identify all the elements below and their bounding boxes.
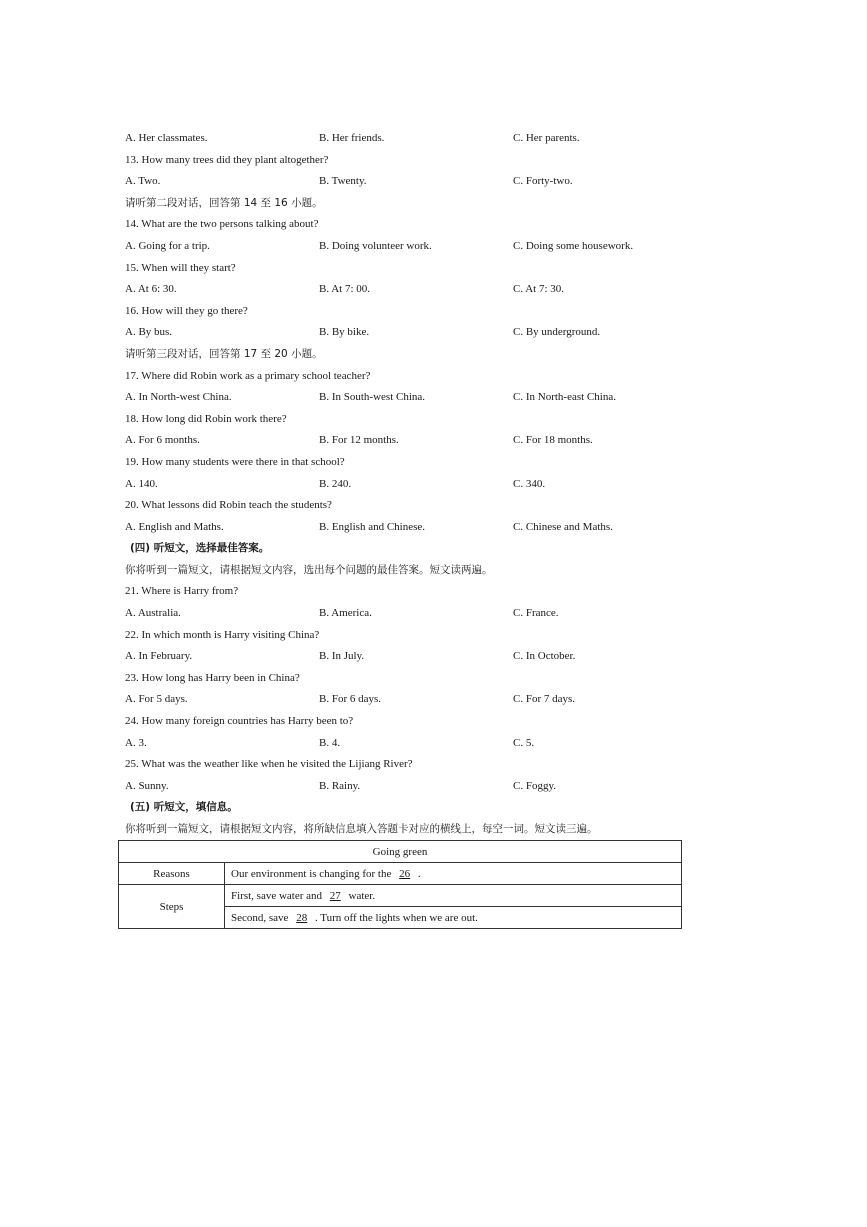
option-a: A. For 6 months. (125, 434, 200, 447)
option-c: C. In October. (513, 650, 576, 663)
option-c: C. Foggy. (513, 779, 556, 792)
option-b: B. America. (319, 607, 372, 620)
answer-options-row (125, 476, 685, 498)
question-text: 15. When will they start? (125, 261, 236, 274)
step-1-cell (225, 885, 682, 907)
answer-options-row (125, 691, 685, 713)
question-text: 23. How long has Harry been in China? (125, 671, 300, 684)
section-heading: (四) 听短文，选择最佳答案。 (130, 542, 270, 555)
answer-options-row (125, 648, 685, 670)
option-b: B. Rainy. (319, 779, 361, 792)
question-text: 22. In which month is Harry visiting China? (125, 628, 320, 641)
answer-options-row (125, 324, 685, 346)
option-b: B. By bike. (319, 326, 370, 339)
listening-questions (125, 130, 685, 843)
table-title: Going green (119, 841, 682, 863)
option-c: C. For 7 days. (513, 693, 576, 706)
question-text: 24. How many foreign countries has Harry been to? (125, 715, 354, 728)
option-b: B. In July. (319, 650, 365, 663)
option-b: B. For 6 days. (319, 693, 382, 706)
question-text: 17. Where did Robin work as a primary school teacher? (125, 369, 371, 382)
question-text: 20. What lessons did Robin teach the students? (125, 499, 332, 512)
option-c: C. Her parents. (513, 132, 580, 144)
question-text: 25. What was the weather like when he visited the Lijiang River? (125, 758, 413, 771)
answer-options-row (125, 281, 685, 303)
option-a: A. Two. (125, 175, 161, 188)
reasons-text-pre: Our environment is changing for the (231, 867, 392, 880)
option-a: A. Her classmates. (125, 132, 208, 144)
option-b: B. English and Chinese. (319, 520, 426, 533)
going-green-table (118, 840, 682, 929)
step-2-text-post: . Turn off the lights when we are out. (314, 911, 478, 924)
step-2-cell (225, 907, 682, 929)
option-b: B. In South-west China. (319, 391, 426, 404)
instruction-text: 请听第二段对话，回答第 14 至 16 小题。 (125, 196, 323, 209)
reasons-cell (225, 863, 682, 885)
step-2-text-pre: Second, save (231, 911, 289, 924)
option-a: A. At 6: 30. (125, 283, 177, 296)
instruction-text: 你将听到一篇短文，请根据短文内容，将所缺信息填入答题卡对应的横线上，每空一词。短文读三遍。 (125, 823, 598, 835)
answer-options-row (125, 130, 685, 152)
option-b: B. At 7: 00. (319, 283, 371, 296)
option-b: B. For 12 months. (319, 434, 399, 447)
table-title-row (119, 841, 682, 863)
option-a: A. In February. (125, 650, 193, 663)
option-b: B. 240. (319, 477, 352, 490)
option-c: C. Forty-two. (513, 175, 573, 188)
option-a: A. For 5 days. (125, 693, 188, 706)
option-a: A. 140. (125, 477, 158, 490)
answer-options-row (125, 173, 685, 195)
blank-28: 28 (296, 911, 308, 924)
blank-27: 27 (329, 889, 341, 902)
option-a: A. By bus. (125, 326, 173, 339)
blank-26: 26 (399, 867, 411, 880)
option-a: A. Going for a trip. (125, 239, 210, 252)
answer-options-row (125, 735, 685, 757)
reasons-text-post: . (417, 867, 421, 880)
option-a: A. Australia. (125, 607, 181, 620)
option-b: B. Her friends. (319, 132, 385, 144)
answer-options-row (125, 605, 685, 627)
option-b: B. Doing volunteer work. (319, 239, 432, 252)
reasons-row (119, 863, 682, 885)
question-text: 21. Where is Harry from? (125, 585, 239, 598)
instruction-text: 请听第三段对话，回答第 17 至 20 小题。 (125, 347, 323, 360)
option-c: C. In North-east China. (513, 391, 616, 404)
question-text: 19. How many students were there in that school? (125, 455, 345, 468)
steps-label: Steps (119, 885, 225, 929)
option-a: A. In North-west China. (125, 391, 232, 404)
option-c: C. Doing some housework. (513, 239, 634, 252)
step-1-text-post: water. (348, 889, 376, 902)
section-heading: (五) 听短文，填信息。 (130, 801, 238, 814)
option-c: C. 340. (513, 477, 546, 490)
answer-options-row (125, 238, 685, 260)
option-c: C. By underground. (513, 326, 601, 339)
option-a: A. English and Maths. (125, 520, 224, 533)
question-text: 18. How long did Robin work there? (125, 412, 287, 425)
option-a: A. 3. (125, 736, 147, 749)
answer-options-row (125, 432, 685, 454)
option-c: C. 5. (513, 736, 535, 749)
instruction-text: 你将听到一篇短文，请根据短文内容，选出每个问题的最佳答案。短文读两遍。 (125, 563, 493, 576)
answer-options-row (125, 519, 685, 541)
question-text: 16. How will they go there? (125, 304, 248, 317)
answer-options-row (125, 389, 685, 411)
reasons-label: Reasons (119, 863, 225, 885)
option-b: B. 4. (319, 736, 341, 749)
option-b: B. Twenty. (319, 175, 367, 188)
option-a: A. Sunny. (125, 779, 169, 792)
question-text: 13. How many trees did they plant altogether? (125, 153, 329, 166)
option-c: C. Chinese and Maths. (513, 520, 613, 533)
option-c: C. At 7: 30. (513, 283, 565, 296)
steps-row-1 (119, 885, 682, 907)
answer-options-row (125, 778, 685, 800)
step-1-text-pre: First, save water and (231, 889, 323, 902)
question-text: 14. What are the two persons talking about? (125, 218, 319, 231)
option-c: C. France. (513, 607, 559, 620)
option-c: C. For 18 months. (513, 434, 593, 447)
